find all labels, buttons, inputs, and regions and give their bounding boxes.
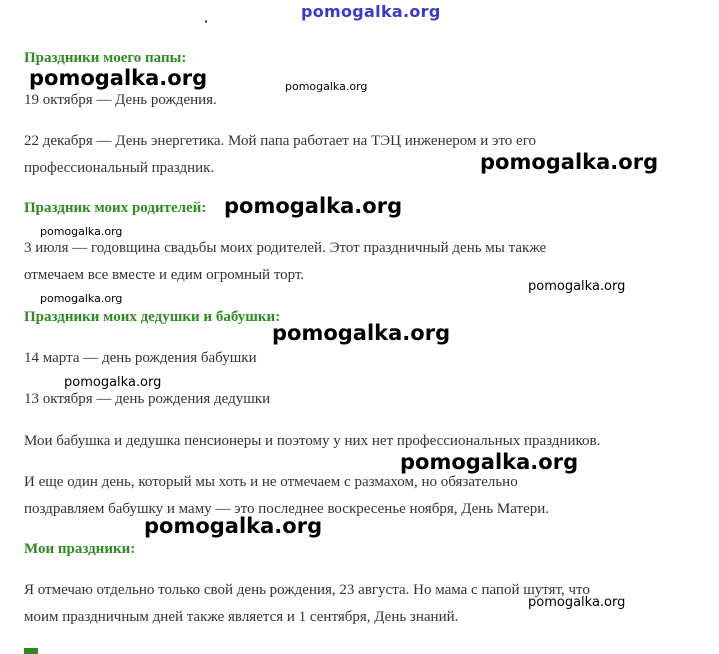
watermark: pomogalka.org — [528, 595, 626, 610]
paragraph-parents-anniversary-line1: 3 июля — годовщина свадьбы моих родителей. Этот праздничный день мы также — [24, 240, 547, 256]
watermark: pomogalka.org — [528, 279, 626, 294]
watermark: pomogalka.org — [64, 375, 162, 390]
paragraph-mothers-day-line1: И еще один день, который мы хоть и не отмечаем с размахом, но обязательно — [24, 474, 518, 490]
section-heading-papa: Праздники моего папы: — [24, 50, 187, 66]
watermark: pomogalka.org — [144, 514, 323, 538]
watermark: pomogalka.org — [40, 292, 123, 305]
paragraph-mothers-day-line2: поздравляем бабушку и маму — это последнее воскресенье ноября, День Матери. — [24, 501, 550, 517]
paragraph-mine-line2: моим праздничным дней также является и 1 сентября, День знаний. — [24, 609, 459, 625]
next-heading-fragment — [24, 648, 38, 654]
paragraph-papa-energetics-line1: 22 декабря — День энергетика. Мой папа работает на ТЭЦ инженером и это его — [24, 133, 536, 149]
section-heading-grandparents: Праздники моих дедушки и бабушки: — [24, 309, 281, 325]
paragraph-papa-energetics-line2: профессиональный праздник. — [24, 160, 215, 176]
watermark: pomogalka.org — [480, 150, 659, 174]
paragraph-mine-line1: Я отмечаю отдельно только свой день рождения, 23 августа. Но мама с папой шутят, что — [24, 582, 590, 598]
paragraph-grandma-birthday: 14 марта — день рождения бабушки — [24, 350, 257, 366]
section-heading-parents: Праздник моих родителей: — [24, 200, 207, 216]
decorative-dot — [205, 20, 207, 23]
watermark: pomogalka.org — [29, 66, 208, 90]
watermark: pomogalka.org — [224, 194, 403, 218]
watermark: pomogalka.org — [400, 450, 579, 474]
paragraph-papa-birthday: 19 октября — День рождения. — [24, 92, 217, 108]
paragraph-grandpa-birthday: 13 октября — день рождения дедушки — [24, 391, 271, 407]
site-banner-watermark: pomogalka.org — [301, 2, 441, 21]
watermark: pomogalka.org — [272, 321, 451, 345]
section-heading-mine: Мои праздники: — [24, 541, 136, 557]
paragraph-parents-anniversary-line2: отмечаем все вместе и едим огромный торт. — [24, 267, 305, 283]
watermark: pomogalka.org — [40, 225, 123, 238]
paragraph-grandparents-pensioners: Мои бабушка и дедушка пенсионеры и поэтому у них нет профессиональных праздников. — [24, 433, 601, 449]
watermark: pomogalka.org — [285, 80, 368, 93]
